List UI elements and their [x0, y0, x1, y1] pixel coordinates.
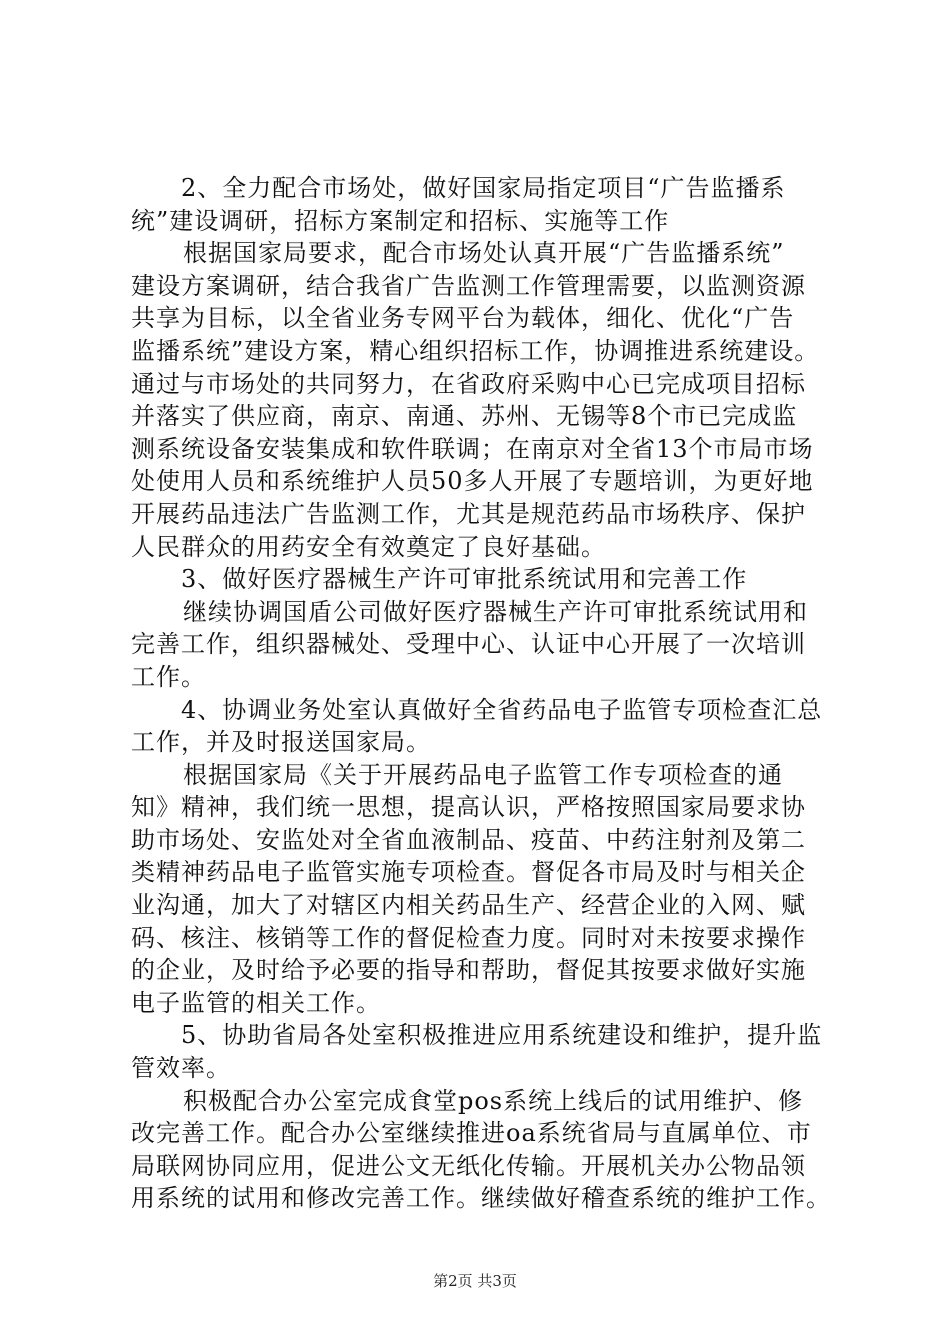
paragraph-line: 建设方案调研，结合我省广告监测工作管理需要，以监测资源 — [131, 271, 806, 300]
heading-item-4-line-2: 工作，并及时报送国家局。 — [131, 728, 431, 757]
heading-item-3: 3、做好医疗器械生产许可审批系统试用和完善工作 — [181, 565, 748, 594]
paragraph-line: 处使用人员和系统维护人员50多人开展了专题培训，为更好地 — [131, 467, 814, 496]
heading-item-2-line-1: 2、全力配合市场处，做好国家局指定项目“广告监播系 — [181, 174, 786, 202]
paragraph-line: 完善工作，组织器械处、受理中心、认证中心开展了一次培训 — [131, 630, 806, 659]
heading-item-5-line-2: 管效率。 — [131, 1054, 231, 1083]
heading-item-2-line-2: 统”建设调研，招标方案制定和招标、实施等工作 — [131, 206, 670, 235]
paragraph-line: 改完善工作。配合办公室继续推进oa系统省局与直属单位、市 — [131, 1119, 812, 1148]
paragraph-line: 码、核注、核销等工作的督促检查力度。同时对未按要求操作 — [131, 923, 806, 952]
heading-item-4-line-1: 4、协调业务处室认真做好全省药品电子监管专项检查汇总 — [181, 695, 823, 724]
paragraph-line: 共享为目标，以全省业务专网平台为载体，细化、优化“广告 — [131, 304, 795, 333]
paragraph-line: 助市场处、安监处对全省血液制品、疫苗、中药注射剂及第二 — [131, 825, 806, 854]
paragraph-line: 开展药品违法广告监测工作，尤其是规范药品市场秩序、保护 — [131, 499, 806, 528]
paragraph-line: 类精神药品电子监管实施专项检查。督促各市局及时与相关企 — [131, 858, 806, 887]
paragraph-line: 电子监管的相关工作。 — [131, 988, 381, 1017]
paragraph-line: 监播系统”建设方案，精心组织招标工作，协调推进系统建设。 — [131, 336, 820, 365]
document-body — [131, 172, 851, 1215]
paragraph-line: 继续协调国盾公司做好医疗器械生产许可审批系统试用和 — [183, 597, 808, 626]
paragraph-line: 通过与市场处的共同努力，在省政府采购中心已完成项目招标 — [131, 369, 806, 398]
paragraph-line: 根据国家局要求，配合市场处认真开展“广告监播系统” — [183, 239, 785, 268]
paragraph-line: 根据国家局《关于开展药品电子监管工作专项检查的通 — [183, 760, 783, 789]
paragraph-line: 用系统的试用和修改完善工作。继续做好稽查系统的维护工作。 — [131, 1184, 831, 1213]
paragraph-line: 业沟通，加大了对辖区内相关药品生产、经营企业的入网、赋 — [131, 891, 806, 920]
page-number-footer: 第2页 共3页 — [433, 1272, 517, 1290]
paragraph-line: 并落实了供应商，南京、南通、苏州、无锡等8个市已完成监 — [131, 402, 798, 431]
heading-item-5-line-1: 5、协助省局各处室积极推进应用系统建设和维护，提升监 — [181, 1021, 823, 1050]
paragraph-line: 测系统设备安装集成和软件联调；在南京对全省13个市局市场 — [131, 434, 814, 463]
paragraph-line: 知》精神，我们统一思想，提高认识，严格按照国家局要求协 — [131, 793, 806, 822]
paragraph-line: 人民群众的用药安全有效奠定了良好基础。 — [131, 532, 606, 561]
paragraph-line: 工作。 — [131, 662, 206, 691]
paragraph-line: 局联网协同应用，促进公文无纸化传输。开展机关办公物品领 — [131, 1151, 806, 1180]
paragraph-line: 积极配合办公室完成食堂pos系统上线后的试用维护、修 — [183, 1086, 804, 1115]
paragraph-line: 的企业，及时给予必要的指导和帮助，督促其按要求做好实施 — [131, 956, 806, 985]
